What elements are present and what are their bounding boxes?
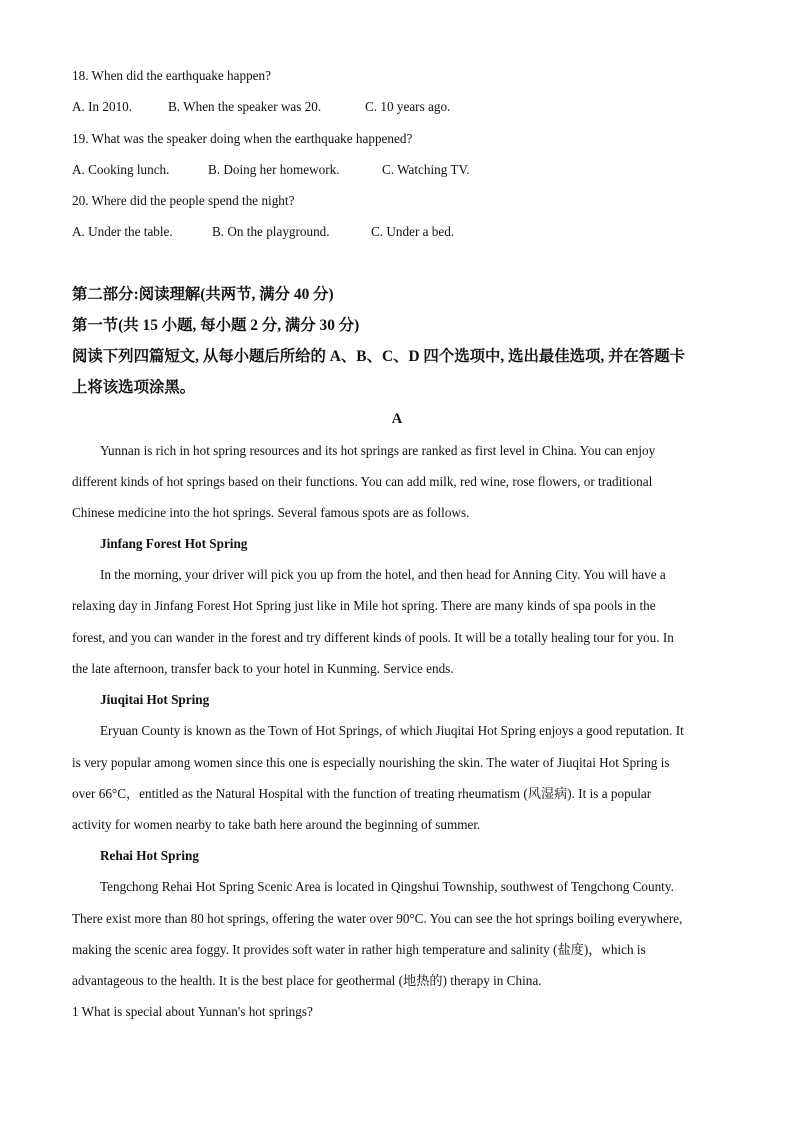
question-20-options — [72, 224, 734, 240]
passage-letter: A — [391, 411, 403, 427]
spot3-line-4: advantageous to the health. It is the best place for geothermal (地热的) therapy in China. — [72, 973, 542, 988]
option-a: A. In 2010. — [72, 99, 133, 114]
intro-line-3: Chinese medicine into the hot springs. Several famous spots are as follows. — [72, 505, 470, 520]
instruction-line-2: 上将该选项涂黑。 — [72, 379, 196, 396]
spot1-line-4: the late afternoon, transfer back to your hotel in Kunming. Service ends. — [72, 661, 454, 676]
intro-line-2: different kinds of hot springs based on their functions. You can add milk, red wine, rose flowers, or traditional — [72, 474, 653, 489]
option-b: B. On the playground. — [212, 224, 330, 239]
spot1-line-3: forest, and you can wander in the forest and try different kinds of pools. It will be a totally healing tour for you. In — [72, 630, 674, 645]
spot1-line-1: In the morning, your driver will pick you up from the hotel, and then head for Anning City. You will have a — [100, 567, 666, 582]
spot3-title: Rehai Hot Spring — [100, 848, 199, 863]
instruction-line-1: 阅读下列四篇短文, 从每小题后所给的 A、B、C、D 四个选项中, 选出最佳选项, 并在答题卡 — [72, 348, 686, 365]
question-19-options — [72, 162, 734, 178]
spot3-line-1: Tengchong Rehai Hot Spring Scenic Area is located in Qingshui Township, southwest of Tengchong County. — [100, 879, 674, 894]
spot2-line-1: Eryuan County is known as the Town of Hot Springs, of which Jiuqitai Hot Spring enjoys a good reputation. It — [100, 723, 684, 738]
spot1-title: Jinfang Forest Hot Spring — [100, 536, 248, 551]
option-c: C. 10 years ago. — [365, 99, 451, 114]
section-title: 第一节(共 15 小题, 每小题 2 分, 满分 30 分) — [72, 317, 360, 334]
spot2-title: Jiuqitai Hot Spring — [100, 692, 210, 707]
spot2-line-2: is very popular among women since this one is especially nourishing the skin. The water of Jiuqitai Hot Spring is — [72, 755, 670, 770]
option-b: B. Doing her homework. — [208, 162, 340, 177]
question-20: 20. Where did the people spend the night? — [72, 193, 295, 208]
spot3-line-3: making the scenic area foggy. It provides soft water in rather high temperature and salinity (盐度)，which is — [72, 942, 646, 957]
option-b: B. When the speaker was 20. — [168, 99, 322, 114]
spot1-line-2: relaxing day in Jinfang Forest Hot Spring just like in Mile hot spring. There are many kinds of spa pools in the — [72, 598, 656, 613]
spot2-line-4: activity for women nearby to take bath here around the beginning of summer. — [72, 817, 481, 832]
intro-line-1: Yunnan is rich in hot spring resources and its hot springs are ranked as first level in China. You can enjoy — [100, 443, 656, 458]
question-19: 19. What was the speaker doing when the earthquake happened? — [72, 131, 413, 146]
spot3-line-2: There exist more than 80 hot springs, offering the water over 90°C. You can see the hot springs boiling everywhere, — [72, 911, 683, 926]
part-title: 第二部分:阅读理解(共两节, 满分 40 分) — [72, 286, 334, 303]
option-a: A. Cooking lunch. — [72, 162, 170, 177]
option-a: A. Under the table. — [72, 224, 173, 239]
question-1: 1 What is special about Yunnan's hot springs? — [72, 1004, 313, 1019]
option-c: C. Watching TV. — [382, 162, 470, 177]
question-18-options — [72, 99, 734, 115]
option-c: C. Under a bed. — [371, 224, 455, 239]
question-18: 18. When did the earthquake happen? — [72, 68, 271, 83]
spot2-line-3: over 66°C，entitled as the Natural Hospital with the function of treating rheumatism (风湿病). It is a popular — [72, 786, 652, 801]
